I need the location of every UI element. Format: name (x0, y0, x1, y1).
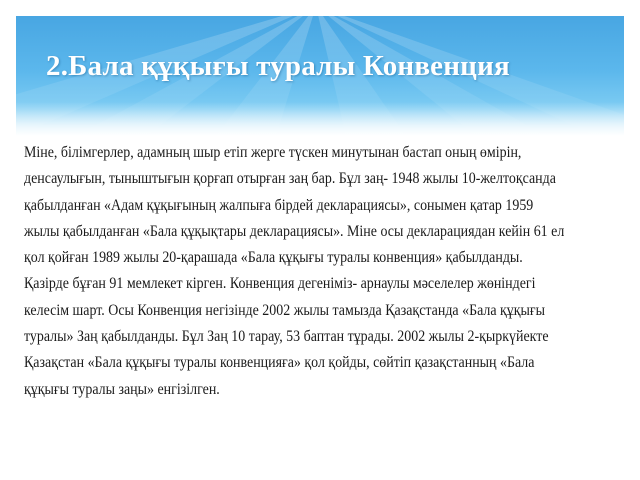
body-line: денсаулығын, тыныштығын қорғап отырған заң бар. Бұл заң- 1948 жылы 10-желтоқсанда (24, 170, 556, 188)
body-line: жылы қабылданған «Бала құқықтары декларациясы». Міне осы декларациядан кейін 61 ел (24, 222, 565, 240)
body-line: Міне, білімгерлер, адамның шыр етіп жерге түскен минутынан бастап оның өмірін, (24, 144, 522, 161)
header-fade (16, 102, 624, 136)
slide-title: 2.Бала құқығы туралы Конвенция (46, 50, 510, 82)
slide-body-text (24, 140, 618, 403)
body-line: қол қойған 1989 жылы 20-қарашада «Бала құқығы туралы конвенция» қабылданды. (24, 249, 523, 267)
body-line: туралы» Заң қабылданды. Бұл Заң 10 тарау, 53 баптан тұрады. 2002 жылы 2-қыркүйекте (24, 328, 549, 346)
body-line: Қазірде бұған 91 мемлекет кірген. Конвенция дегеніміз- арнаулы мәселелер жөніндегі (24, 275, 536, 293)
body-line: қабылданған «Адам құқығының жалпыға бірдей декларациясы», сонымен қатар 1959 (24, 196, 534, 214)
presentation-slide (16, 16, 624, 464)
body-line: құқығы туралы заңы» енгізілген. (24, 380, 220, 398)
slide-header (16, 16, 624, 136)
body-line: Қазақстан «Бала құқығы туралы конвенцияға» қол қойды, сөйтіп қазақстанның «Бала (24, 354, 535, 372)
body-line: келесім шарт. Осы Конвенция негізінде 2002 жылы тамызда Қазақстанда «Бала құқығы (24, 301, 546, 319)
